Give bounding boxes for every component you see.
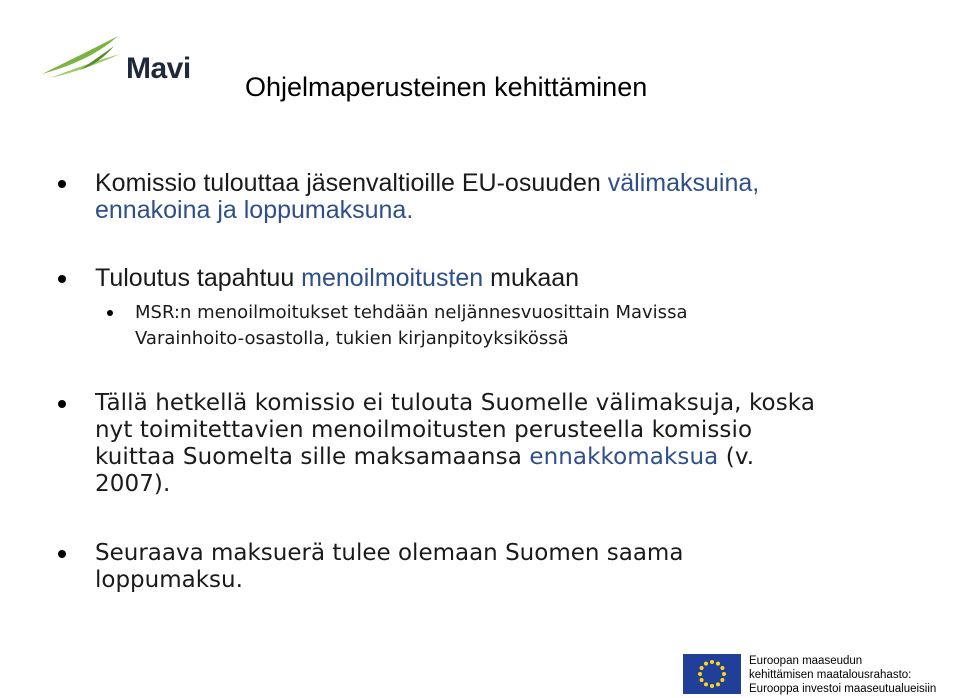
bullet-3: Tällä hetkellä komissio ei tulouta Suomelle välimaksuja, koska nyt toimitettavien menoilmoitusten perusteella komissio kuittaa Suomelta sille maksamaansa ennakkomaksua (v. 2007). <box>95 390 895 498</box>
bullet-4: Seuraava maksuerä tulee olemaan Suomen saama loppumaksu. <box>95 540 895 594</box>
eu-footer-text: Euroopan maaseudun kehittämisen maatalousrahasto: Eurooppa investoi maaseutualueisiin <box>749 655 937 695</box>
page-title: Ohjelmaperusteinen kehittäminen <box>245 72 648 102</box>
bullet-2: Tuloutus tapahtuu menoilmoitusten mukaan <box>95 265 895 292</box>
eu-footer <box>683 654 953 696</box>
wheat-leaves-logo <box>40 30 130 90</box>
eu-flag-icon <box>683 654 741 694</box>
bullet-1: Komissio tulouttaa jäsenvaltioille EU-osuuden välimaksuina, ennakoina ja loppumaksuna. <box>95 170 895 224</box>
sub-bullet: MSR:n menoilmoitukset tehdään neljännesvuosittain Mavissa Varainhoito-osastolla, tukien kirjanpitoyksikössä <box>135 300 895 352</box>
logo-text: Mavi <box>126 52 191 85</box>
mavi-logo <box>40 30 200 90</box>
